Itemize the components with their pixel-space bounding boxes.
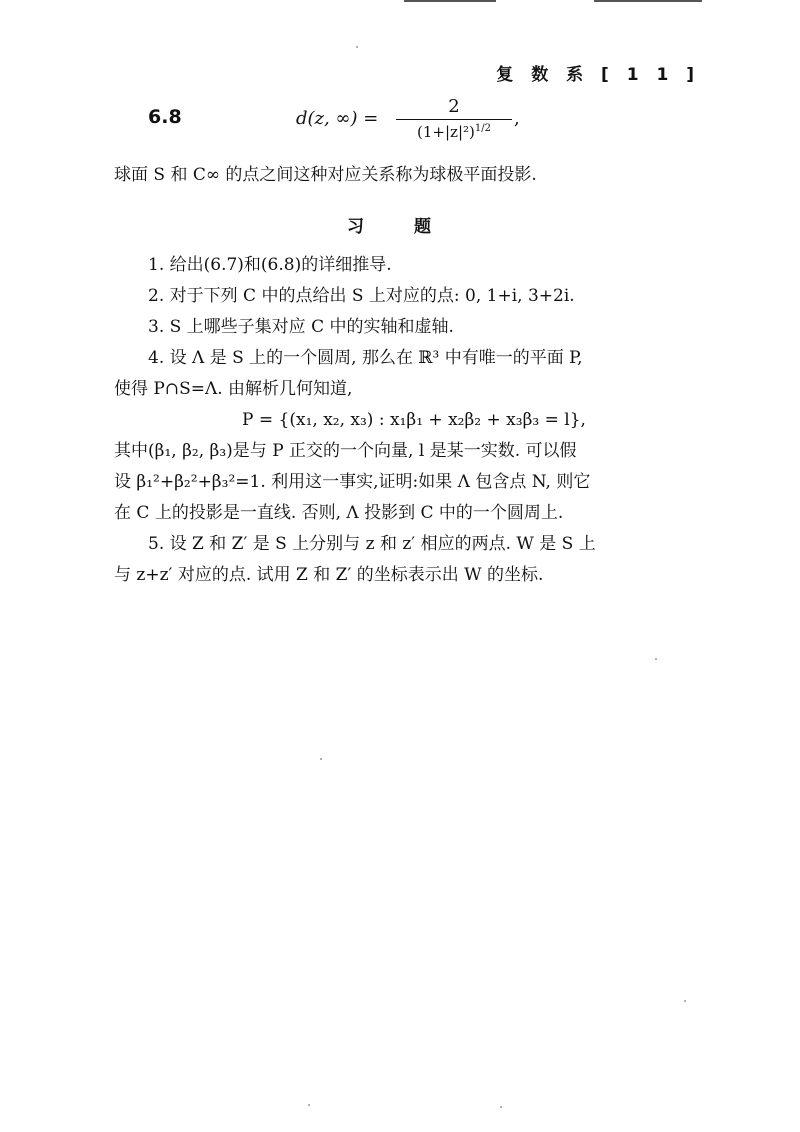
- exercise-2: 2. 对于下列 C 中的点给出 S 上对应的点: 0, 1+i, 3+2i.: [148, 286, 575, 306]
- equation-lhs: d(z, ∞) =: [296, 108, 379, 129]
- scan-speck: [655, 658, 657, 660]
- top-rule-right: [594, 0, 702, 2]
- exercise-4-line-5: 在 C 上的投影是一直线. 否则, Λ 投影到 C 中的一个圆周上.: [114, 503, 564, 523]
- scan-speck: [500, 1106, 502, 1108]
- scan-speck: [356, 46, 358, 48]
- exercise-4-line-2: 使得 P∩S=Λ. 由解析几何知道,: [114, 379, 353, 399]
- equation-numerator: 2: [396, 96, 512, 120]
- exercise-4-line-3: 其中(β₁, β₂, β₃)是与 P 正交的一个向量, l 是某一实数. 可以假: [114, 441, 577, 461]
- scan-speck: [308, 1104, 310, 1106]
- exercise-4-line-4: 设 β₁²+β₂²+β₃²=1. 利用这一事实,证明:如果 Λ 包含点 N, 则它: [114, 472, 591, 492]
- equation-denominator: [396, 120, 512, 141]
- equation-label: 6.8: [148, 106, 182, 128]
- exercise-5-line-1: 5. 设 Z 和 Z′ 是 S 上分别与 z 和 z′ 相应的两点. W 是 S 上: [148, 534, 596, 554]
- exercise-5-line-2: 与 z+z′ 对应的点. 试用 Z 和 Z′ 的坐标表示出 W 的坐标.: [114, 565, 544, 585]
- definition-line: 球面 S 和 C∞ 的点之间这种对应关系称为球极平面投影.: [114, 165, 537, 185]
- exercise-3: 3. S 上哪些子集对应 C 中的实轴和虚轴.: [148, 317, 454, 337]
- exercise-4-line-1: 4. 设 Λ 是 S 上的一个圆周, 那么在 ℝ³ 中有唯一的平面 P,: [148, 348, 583, 368]
- exercise-1: 1. 给出(6.7)和(6.8)的详细推导.: [148, 255, 392, 275]
- exercise-4-formula: P = {(x₁, x₂, x₃) : x₁β₁ + x₂β₂ + x₃β₃ = l},: [242, 410, 586, 430]
- equation-fraction: [396, 96, 512, 141]
- equation-denominator-base: (1+|z|²): [417, 123, 475, 141]
- equation-exponent: 1/2: [474, 123, 491, 134]
- section-heading: 习 题: [347, 217, 453, 237]
- scan-speck: [320, 758, 322, 760]
- top-rule-left: [404, 0, 496, 2]
- equation-6-8: [148, 96, 708, 156]
- scan-speck: [684, 1000, 686, 1002]
- equation-trailing: ,: [514, 108, 520, 129]
- running-head: 复 数 系 [ 1 1 ]: [496, 65, 700, 85]
